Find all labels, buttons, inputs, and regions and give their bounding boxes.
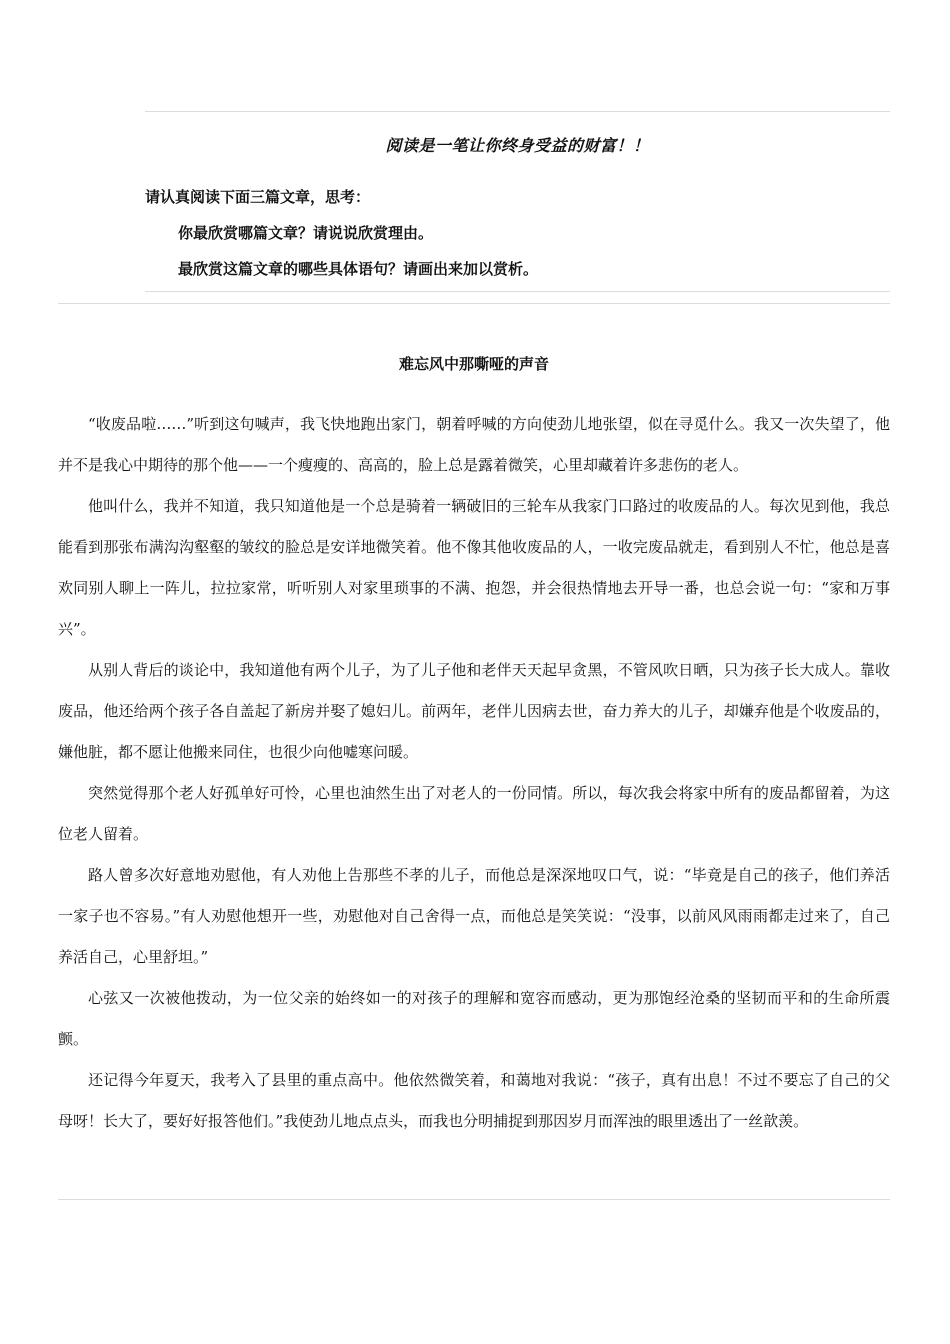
top-divider (145, 111, 890, 112)
intro-divider (145, 291, 890, 292)
banner-heading: 阅读是一笔让你终身受益的财富！！ (385, 136, 650, 155)
paragraph: 还记得今年夏天，我考入了县里的重点高中。他依然微笑着，和蔼地对我说：“孩子，真有出息！不过不要忘了自己的父母呀！长大了，要好好报答他们。”我使劲儿地点点头，而我也分明捕捉到那因岁月而浑浊的眼里透出了一丝歆羡。 (58, 1071, 890, 1130)
article-top-divider (58, 303, 890, 304)
article-bottom-divider (58, 1199, 890, 1200)
paragraph: 突然觉得那个老人好孤单好可怜，心里也油然生出了对老人的一份同情。所以，每次我会将家中所有的废品都留着，为这位老人留着。 (58, 784, 890, 843)
article-body (58, 404, 890, 1142)
paragraph: 心弦又一次被他拨动，为一位父亲的始终如一的对孩子的理解和宽容而感动，更为那饱经沧桑的坚韧而平和的生命所震颤。 (58, 989, 890, 1048)
paragraph: 从别人背后的谈论中，我知道他有两个儿子，为了儿子他和老伴天天起早贪黑，不管风吹日晒，只为孩子长大成人。靠收废品，他还给两个孩子各自盖起了新房并娶了媳妇儿。前两年，老伴儿因病去世，奋力养大的儿子，却嫌弃他是个收废品的，嫌他脏，都不愿让他搬来同住，也很少向他嘘寒问暖。 (58, 661, 890, 761)
question-1: 你最欣赏哪篇文章？请说说欣赏理由。 (178, 224, 434, 242)
article-title: 难忘风中那嘶哑的声音 (398, 355, 549, 373)
paragraph: 他叫什么，我并不知道，我只知道他是一个总是骑着一辆破旧的三轮车从我家门口路过的收废品的人。每次见到他，我总能看到那张布满沟沟壑壑的皱纹的脸总是安详地微笑着。他不像其他收废品的人，一收完废品就走，看到别人不忙，他总是喜欢同别人聊上一阵儿，拉拉家常，听听别人对家里琐事的不满、抱怨，并会很热情地去开导一番，也总会说一句：“家和万事兴”。 (58, 497, 890, 638)
paragraph: “收废品啦……”听到这句喊声，我飞快地跑出家门，朝着呼喊的方向使劲儿地张望，似在寻觅什么。我又一次失望了，他并不是我心中期待的那个他——一个瘦瘦的、高高的，脸上总是露着微笑，心里却藏着许多悲伤的老人。 (58, 415, 890, 474)
instruction-text: 请认真阅读下面三篇文章，思考： (145, 188, 371, 206)
paragraph: 路人曾多次好意地劝慰他，有人劝他上告那些不孝的儿子，而他总是深深地叹口气，说：“毕竟是自己的孩子，他们养活一家子也不容易。”有人劝慰他想开一些，劝慰他对自己舍得一点，而他总是笑笑说：“没事，以前风风雨雨都走过来了，自己养活自己，心里舒坦。” (58, 866, 890, 966)
question-2: 最欣赏这篇文章的哪些具体语句？请画出来加以赏析。 (178, 260, 539, 278)
